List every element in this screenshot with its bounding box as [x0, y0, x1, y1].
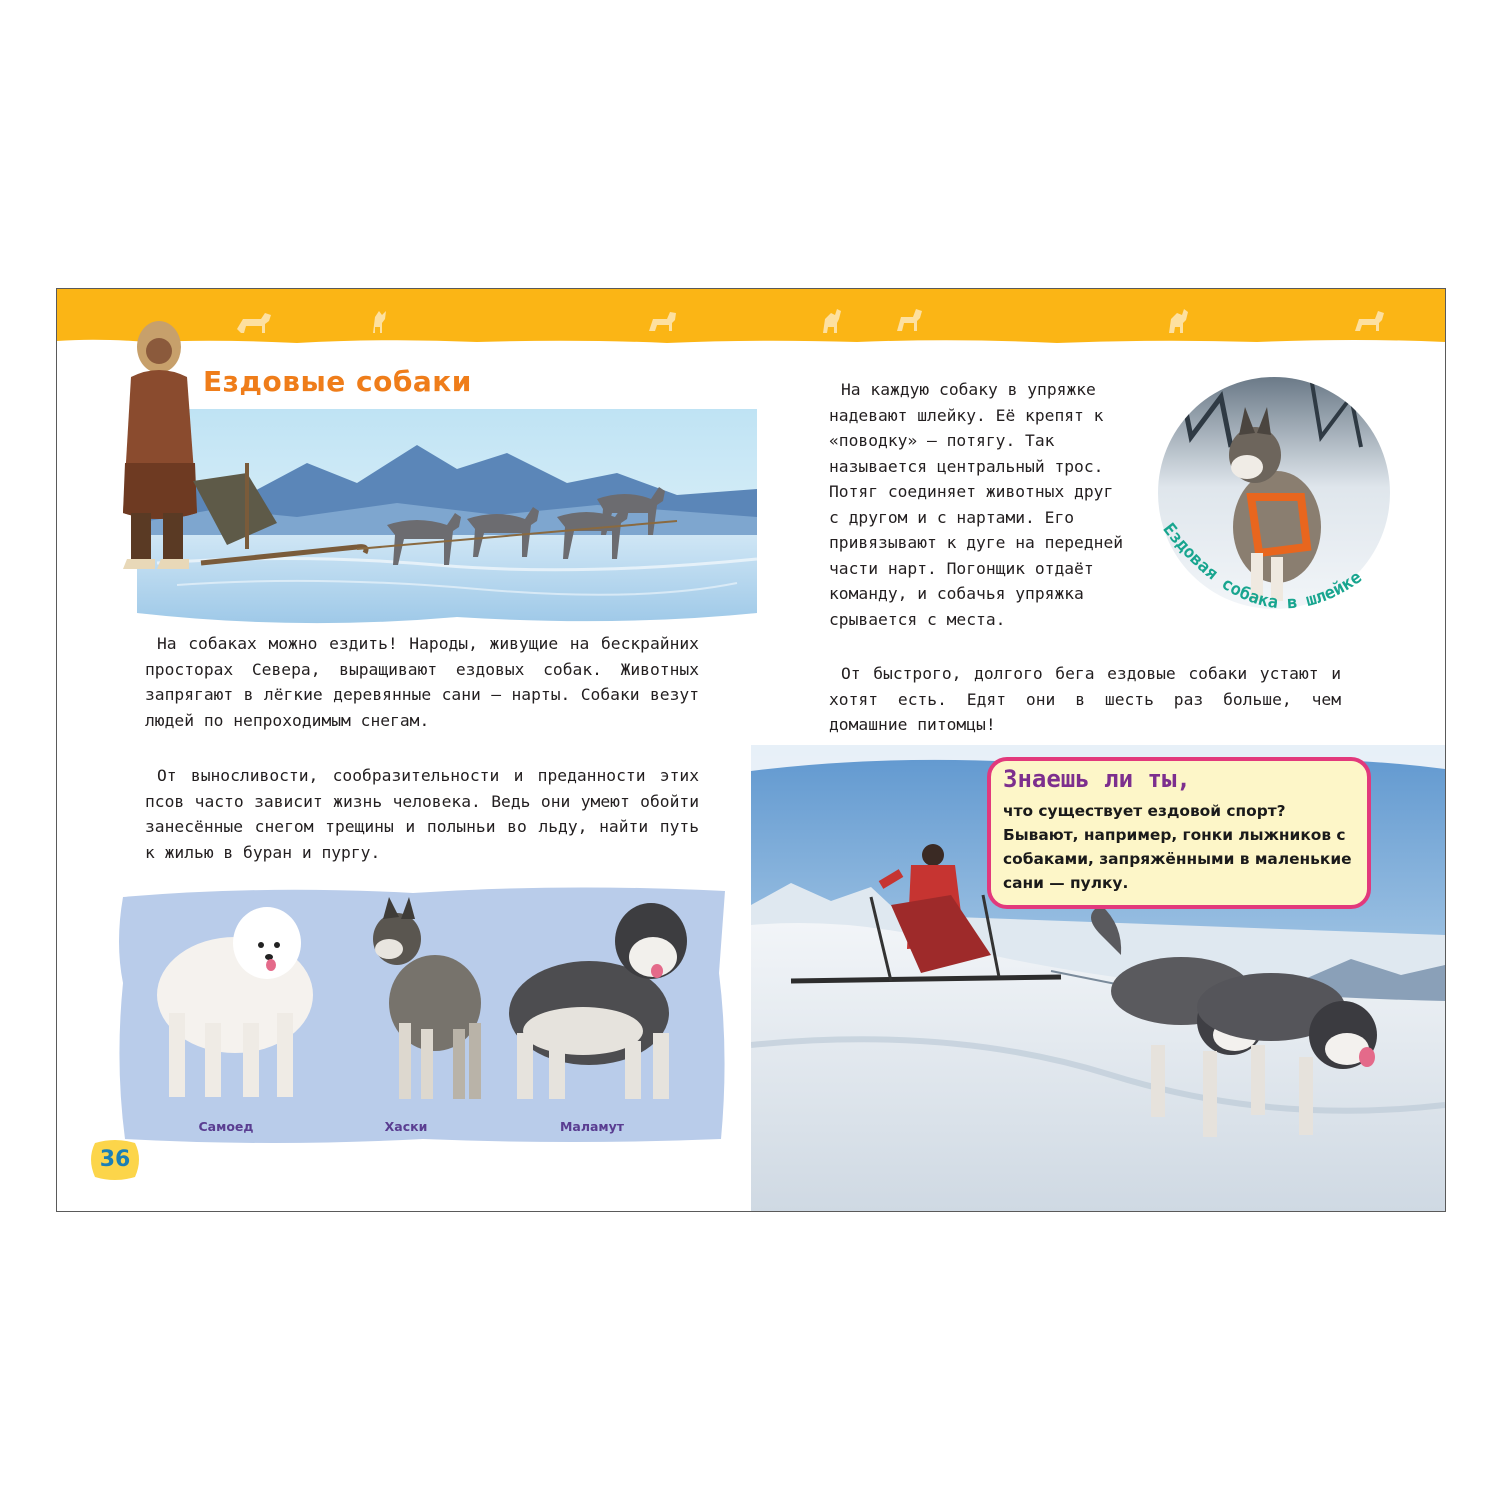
svg-text:Ездовая собака в шлейке [1158, 519, 1365, 613]
book-spread [56, 288, 1446, 1212]
breed-label-samoyed: Самоед [198, 1119, 254, 1134]
fact-box-body: что существует ездовой спорт? Бывают, например, гонки лыжников с собаками, запряжёнными в маленькие сани — пулку. [1003, 802, 1352, 892]
arctic-sled-illustration [97, 313, 757, 631]
page-title: Ездовые собаки [203, 365, 472, 398]
page-number [87, 1137, 143, 1183]
breeds-panel [113, 883, 733, 1147]
right-paragraph-1: На каждую собаку в упряжке надевают шлейку. Её крепят к «поводку» — потягу. Так называется центральный трос. Потяг соединяет животных друг с другом и с нартами. Его привязывают к дуге на передней части нарт. Погонщик отдаёт команду, и собачья упряжка срывается с места. [829, 380, 1124, 629]
photo-caption-text: Ездовая собака в шлейке [1158, 519, 1366, 614]
fact-box [987, 757, 1377, 915]
page-number-text: 36 [99, 1147, 131, 1172]
left-paragraph-2: От выносливости, сообразительности и преданности этих псов часто зависит жизнь человека. Ведь они умеют обойти занесённые снегом трещины и полыньи во льду, найти путь к жилью в буран и пургу. [145, 766, 699, 862]
breed-label-malamute: Маламут [559, 1119, 625, 1134]
left-paragraph-1: На собаках можно ездить! Народы, живущие на бескрайних просторах Севера, выращивают ездовых собак. Животных запрягают в лёгкие деревянные сани — нарты. Собаки везут людей по непроходимым снегам. [145, 634, 699, 730]
right-paragraph-2: От быстрого, долгого бега ездовые собаки устают и хотят есть. Едят они в шесть раз больше, чем домашние питомцы! [829, 664, 1341, 734]
breed-label-husky: Хаски [384, 1119, 428, 1134]
photo-caption-curved [1131, 503, 1421, 653]
fact-box-title: Знаешь ли ты, [1003, 765, 1191, 793]
